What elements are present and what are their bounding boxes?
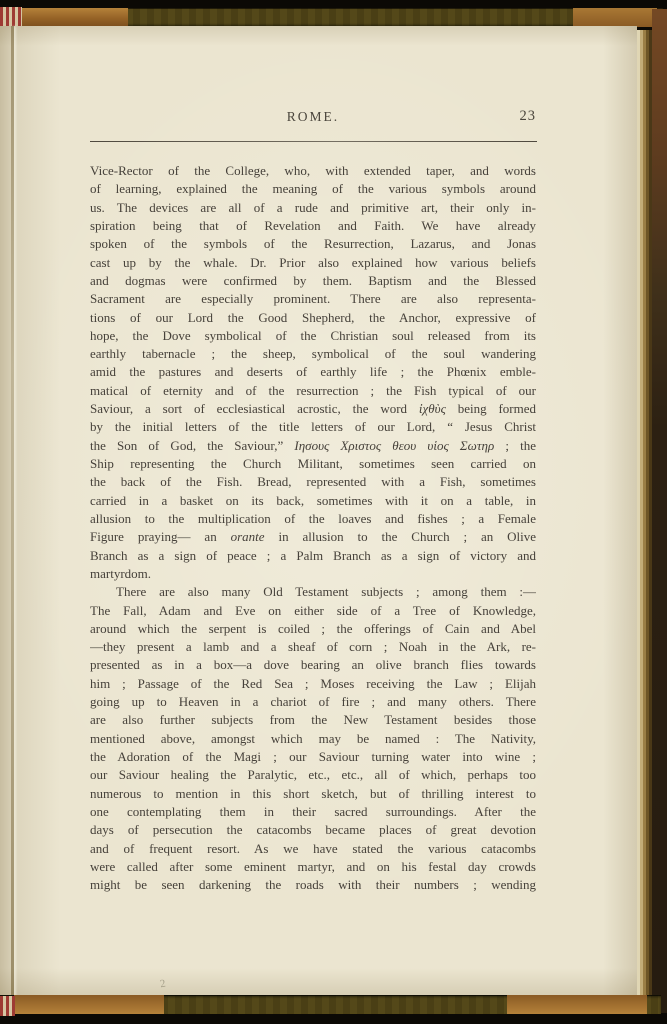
text-line: spiration being that of Revelation and Faith. We have already bbox=[90, 217, 536, 233]
text-line: the Son of God, the Saviour,” Ιησους Χριστος θεου υἱος Σωτηρ ; the bbox=[90, 437, 536, 453]
book-cover-top-edge bbox=[0, 8, 663, 27]
pencil-mark: 2 bbox=[158, 977, 167, 991]
text-line: mentioned above, amongst which may be named : The Nativity, bbox=[90, 730, 536, 746]
leather-corner-bottom-left bbox=[14, 995, 164, 1014]
header-rule bbox=[90, 141, 537, 142]
text-line: spoken of the symbols of the Resurrection, Lazarus, and Jonas bbox=[90, 236, 536, 252]
text-line: The Fall, Adam and Eve on either side of a Tree of Knowledge, bbox=[90, 602, 536, 618]
text-line: of learning, explained the meaning of the various symbols around bbox=[90, 181, 536, 197]
text-line: Sacrament are especially prominent. There are also representa- bbox=[90, 291, 536, 307]
leather-corner-bottom-right bbox=[507, 995, 647, 1014]
gutter-crease bbox=[11, 26, 14, 996]
text-line: the Adoration of the Magi ; our Saviour turning water into wine ; bbox=[90, 749, 536, 764]
text-line: cast up by the whale. Dr. Prior also explained how various beliefs bbox=[90, 254, 536, 270]
text-line: carried in a basket on its back, sometimes with it on a table, in bbox=[90, 492, 536, 508]
text-line: hope, the Dove symbolical of the Christian soul released from its bbox=[90, 327, 536, 343]
text-line: us. The devices are all of a rude and primitive art, their only in- bbox=[90, 199, 536, 215]
text-line: presented as in a box—a dove bearing an olive branch flies towards bbox=[90, 657, 536, 673]
page bbox=[0, 26, 637, 996]
page-number: 23 bbox=[519, 108, 536, 124]
book-cover-bottom-edge bbox=[0, 995, 661, 1014]
text-line: our Saviour healing the Paralytic, etc., etc., all of which, perhaps too bbox=[90, 767, 536, 783]
text-line: tions of our Lord the Good Shepherd, the Anchor, expressive of bbox=[90, 309, 536, 325]
text-line: were called after some eminent martyr, and on his festal day crowds bbox=[90, 858, 536, 874]
text-line: allusion to the multiplication of the loaves and fishes ; a Female bbox=[90, 510, 536, 526]
text-line: Figure praying— an orante in allusion to the Church ; an Olive bbox=[90, 529, 536, 545]
page-edges-right bbox=[637, 30, 653, 996]
text-line: by the initial letters of the title letters of our Lord, “ Jesus Christ bbox=[90, 419, 536, 435]
leather-corner-top-right bbox=[573, 8, 657, 27]
text-line: There are also many Old Testament subjects ; among them :— bbox=[116, 584, 536, 600]
text-line: Branch as a sign of peace ; a Palm Branch as a sign of victory and bbox=[90, 547, 536, 563]
text-line: Ship representing the Church Militant, sometimes seen carried on bbox=[90, 456, 536, 471]
running-header bbox=[90, 109, 536, 127]
text-line: matical of eternity and of the resurrection ; the Fish typical of our bbox=[90, 382, 536, 398]
book-cover-right bbox=[652, 9, 667, 1013]
headband-top bbox=[0, 7, 22, 27]
text-line: going up to Heaven in a chariot of fire ; and many others. There bbox=[90, 694, 536, 710]
text-line: Vice-Rector of the College, who, with extended taper, and words bbox=[90, 163, 536, 178]
text-line: are also further subjects from the New Testament besides those bbox=[90, 712, 536, 728]
text-block bbox=[90, 162, 536, 895]
text-line: around which the serpent is coiled ; the offerings of Cain and Abel bbox=[90, 620, 536, 636]
text-line: amid the pastures and deserts of earthly life ; the Phœnix emble- bbox=[90, 364, 536, 380]
headband-bottom bbox=[0, 996, 15, 1016]
text-line: might be seen darkening the roads with their numbers ; wending bbox=[90, 877, 536, 893]
page-title: ROME. bbox=[286, 109, 340, 124]
text-line: and of frequent resort. As we have stated the various catacombs bbox=[90, 840, 536, 856]
text-line: and dogmas were confirmed by them. Baptism and the Blessed bbox=[90, 272, 536, 288]
text-line: martyrdom. bbox=[90, 565, 152, 581]
text-line: earthly tabernacle ; the sheep, symbolical of the soul wandering bbox=[90, 346, 536, 362]
leather-corner-top-left bbox=[16, 8, 128, 27]
text-line: —they present a lamb and a sheaf of corn ; Noah in the Ark, re- bbox=[90, 639, 536, 655]
paragraph bbox=[90, 583, 536, 894]
text-line: him ; Passage of the Red Sea ; Moses receiving the Law ; Elijah bbox=[90, 675, 536, 691]
text-line: one contemplating them in their sacred surroundings. After the bbox=[90, 803, 536, 819]
paragraph bbox=[90, 162, 536, 583]
text-line: numerous to mention in this short sketch, but of thrilling interest to bbox=[90, 785, 536, 801]
text-line: the back of the Fish. Bread, represented with a Fish, sometimes bbox=[90, 474, 536, 490]
text-line: days of persecution the catacombs became places of great devotion bbox=[90, 822, 536, 838]
text-line: Saviour, a sort of ecclesiastical acrostic, the word ἰχθὺς being formed bbox=[90, 401, 536, 417]
